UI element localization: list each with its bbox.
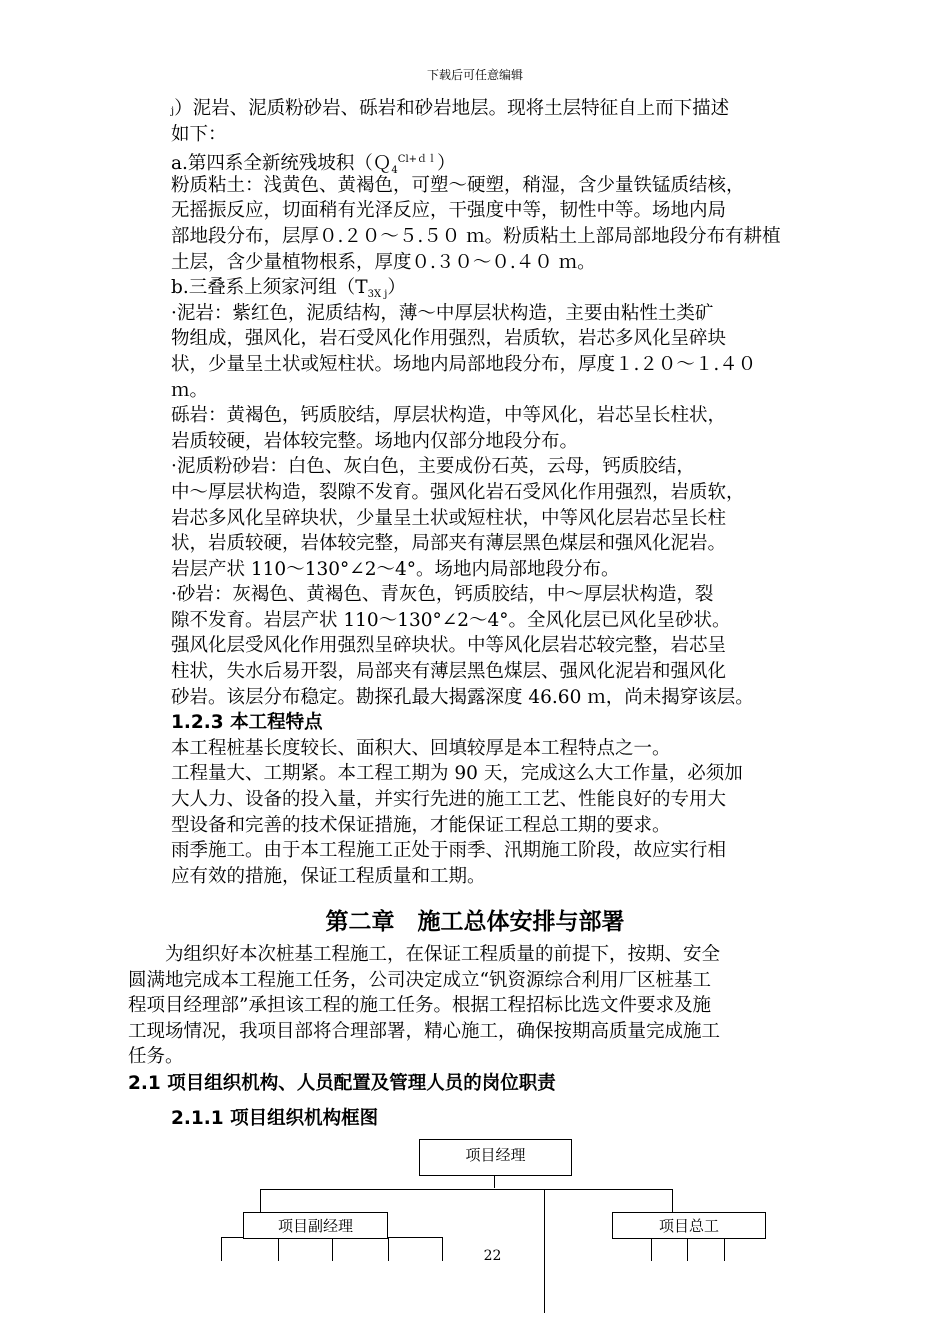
layer-b-line: 状，少量呈土状或短柱状。场地内局部地段分布，厚度１.２０～１.４０	[171, 353, 757, 375]
feature-line: 本工程桩基长度较长、面积大、回填较厚是本工程特点之一。	[171, 737, 671, 759]
feature-line: 雨季施工。由于本工程施工正处于雨季、汛期施工阶段，故应实行相	[171, 840, 727, 862]
page-header: 下载后可任意编辑	[426, 68, 523, 82]
chapter-intro	[128, 942, 868, 1070]
layer-b-line: 岩质较硬，岩体较完整。场地内仅部分地段分布。	[171, 430, 579, 452]
intro-line: 如下：	[171, 123, 227, 145]
layer-b-line: 岩芯多风化呈碎块状，少量呈土状或短柱状，中等风化层岩芯呈长柱	[171, 507, 727, 529]
org-node-deputy-manager: 项目副经理	[243, 1212, 388, 1239]
feature-line: 工程量大、工期紧。本工程工期为 90 天，完成这么大工作量，必须加	[171, 763, 743, 785]
layer-b-line: 砂岩。该层分布稳定。勘探孔最大揭露深度 46.60 ｍ，尚未揭穿该层。	[171, 686, 754, 708]
layer-b-line: ·泥质粉砂岩：白色、灰白色，主要成份石英，云母，钙质胶结，	[171, 456, 695, 478]
org-node-project-manager: 项目经理	[419, 1139, 572, 1176]
layer-b-line: ·泥岩：紫红色，泥质结构，薄～中厚层状构造，主要由粘性土类矿	[171, 302, 714, 324]
layer-b-line: 物组成，强风化，岩石受风化作用强烈，岩质软，岩芯多风化呈碎块	[171, 328, 727, 350]
layer-a-line: 无摇振反应，切面稍有光泽反应，干强度中等，韧性中等。场地内局	[171, 200, 727, 222]
layer-b-line: 砾岩：黄褐色，钙质胶结，厚层状构造，中等风化，岩芯呈长柱状，	[171, 405, 727, 427]
org-connector	[672, 1189, 673, 1213]
page-number: 22	[483, 1248, 502, 1264]
chapter-line: 任务。	[128, 1046, 184, 1068]
feature-line: 应有效的措施，保证工程质量和工期。	[171, 865, 486, 887]
org-connector	[494, 1176, 495, 1188]
layer-a-title: a.第四系全新统残坡积（Ｑ$_4^{Cl+dl}$）	[171, 153, 456, 177]
org-node-chief-engineer: 项目总工	[612, 1212, 766, 1239]
layer-b-line: 隙不发育。岩层产状 110～130°∠2～4°。全风化层已风化呈砂状。	[171, 609, 731, 631]
section-heading-2-1-1: 2.1.1 项目组织机构框图	[171, 1108, 379, 1129]
section-heading-2-1: 2.1 项目组织机构、人员配置及管理人员的岗位职责	[128, 1073, 556, 1094]
feature-line: 型设备和完善的技术保证措施，才能保证工程总工期的要求。	[171, 814, 671, 836]
layer-b-line: ·砂岩：灰褐色、黄褐色、青灰色，钙质胶结，中～厚层状构造，裂	[171, 584, 714, 606]
layer-b-line: 柱状，失水后易开裂，局部夹有薄层黑色煤层、强风化泥岩和强风化	[171, 661, 727, 683]
chapter-line: 程项目经理部”承担该工程的施工任务。根据工程招标比选文件要求及施	[128, 995, 711, 1017]
layer-b-line: 中～厚层状构造，裂隙不发育。强风化岩石受风化作用强烈，岩质软，	[171, 481, 745, 503]
chapter-line: 圆满地完成本工程施工任务，公司决定成立“钒资源综合利用厂区桩基工	[128, 969, 711, 991]
layer-b-line: 岩层产状 110～130°∠2～4°。场地内局部地段分布。	[171, 558, 620, 580]
chapter-line: 为组织好本次桩基工程施工，在保证工程质量的前提下，按期、安全	[128, 944, 721, 965]
feature-line: 大人力、设备的投入量，并实行先进的施工工艺、性能良好的专用大	[171, 789, 727, 811]
geology-text	[171, 96, 871, 889]
layer-a-line: 土层，含少量植物根系，厚度０.３０～０.４０ ｍ。	[171, 251, 596, 273]
org-connector	[260, 1189, 672, 1190]
layer-b-title: b.三叠系上须家河组$(T_{3X j})$	[171, 277, 406, 301]
chapter-title: 第二章 施工总体安排与部署	[325, 909, 625, 935]
chapter-line: 工现场情况，我项目部将合理部署，精心施工，确保按期高质量完成施工	[128, 1020, 721, 1042]
intro-line: j）泥岩、泥质粉砂岩、砾岩和砂岩地层。现将土层特征自上而下描述	[171, 98, 730, 119]
layer-a-line: 粉质粘土：浅黄色、黄褐色，可塑～硬塑，稍湿，含少量铁锰质结核，	[171, 174, 745, 196]
layer-a-line: 部地段分布，层厚０.２０～５.５０ ｍ。粉质粘土上部局部地段分布有耕植	[171, 225, 781, 247]
layer-b-line: ｍ。	[171, 379, 209, 401]
layer-b-line: 强风化层受风化作用强烈呈碎块状。中等风化层岩芯较完整，岩芯呈	[171, 635, 727, 657]
section-heading-1-2-3: 1.2.3 本工程特点	[171, 712, 323, 734]
layer-b-line: 状，岩质较硬，岩体较完整，局部夹有薄层黑色煤层和强风化泥岩。	[171, 533, 727, 555]
org-connector	[260, 1189, 261, 1213]
